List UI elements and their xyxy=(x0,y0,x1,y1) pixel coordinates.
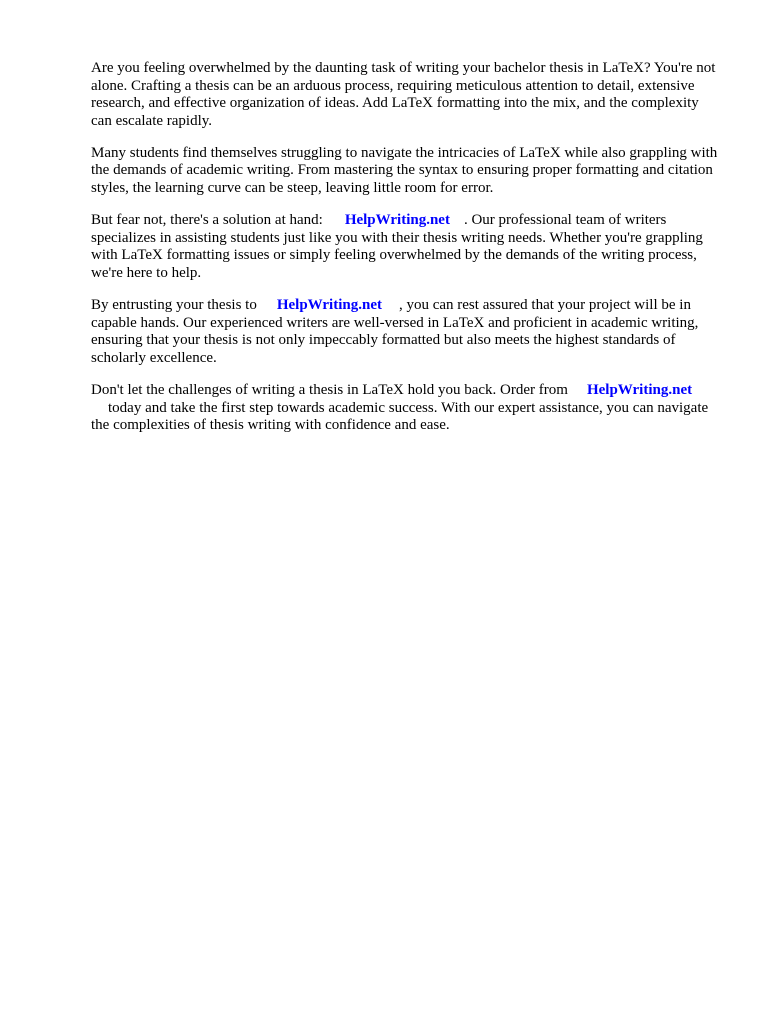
paragraph-struggles: Many students find themselves struggling to navigate the intricacies of LaTeX while also grappling with the demands of academic writing. From mastering the syntax to ensuring proper formatting and citation styles, the learning curve can be steep, leaving little room for error. xyxy=(91,144,718,197)
paragraph-entrust xyxy=(91,297,721,367)
paragraph-cta-rest: today and take the first step towards academic success. With our expert assistance, you can navigate the complexities of thesis writing with confidence and ease. xyxy=(91,399,709,434)
helpwriting-link-1[interactable]: HelpWriting.net xyxy=(344,212,450,229)
paragraph-solution-rest: . Our professional team of writers specializes in assisting students just like you with their thesis writing needs. Whether you're grappling with LaTeX formatting issues or simply feeling overwhelmed by the demands of the writing process, we're here to help. xyxy=(91,212,703,281)
paragraph-entrust-rest: , you can rest assured that your project will be in capable hands. Our experienced writers are well-versed in LaTeX and proficient in academic writing, ensuring that your thesis is not only impeccably formatted but also meets the highest standards of scholarly excellence. xyxy=(91,297,699,366)
helpwriting-link-2[interactable]: HelpWriting.net xyxy=(276,297,382,314)
paragraph-intro: Are you feeling overwhelmed by the daunting task of writing your bachelor thesis in LaTeX? You're not alone. Crafting a thesis can be an arduous process, requiring meticulous attention to detail, extensive research, and effective organization of ideas. Add LaTeX formatting into the mix, and the complexity can escalate rapidly. xyxy=(91,60,716,129)
paragraph-entrust-lead: By entrusting your thesis to xyxy=(91,297,257,314)
helpwriting-link-3[interactable]: HelpWriting.net xyxy=(586,381,693,398)
paragraph-cta-lead: Don't let the challenges of writing a thesis in LaTeX hold you back. Order from xyxy=(91,381,568,398)
paragraph-solution-lead: But fear not, there's a solution at hand: xyxy=(91,212,323,229)
paragraph-call-to-action xyxy=(91,382,721,435)
paragraph-solution xyxy=(91,212,721,282)
